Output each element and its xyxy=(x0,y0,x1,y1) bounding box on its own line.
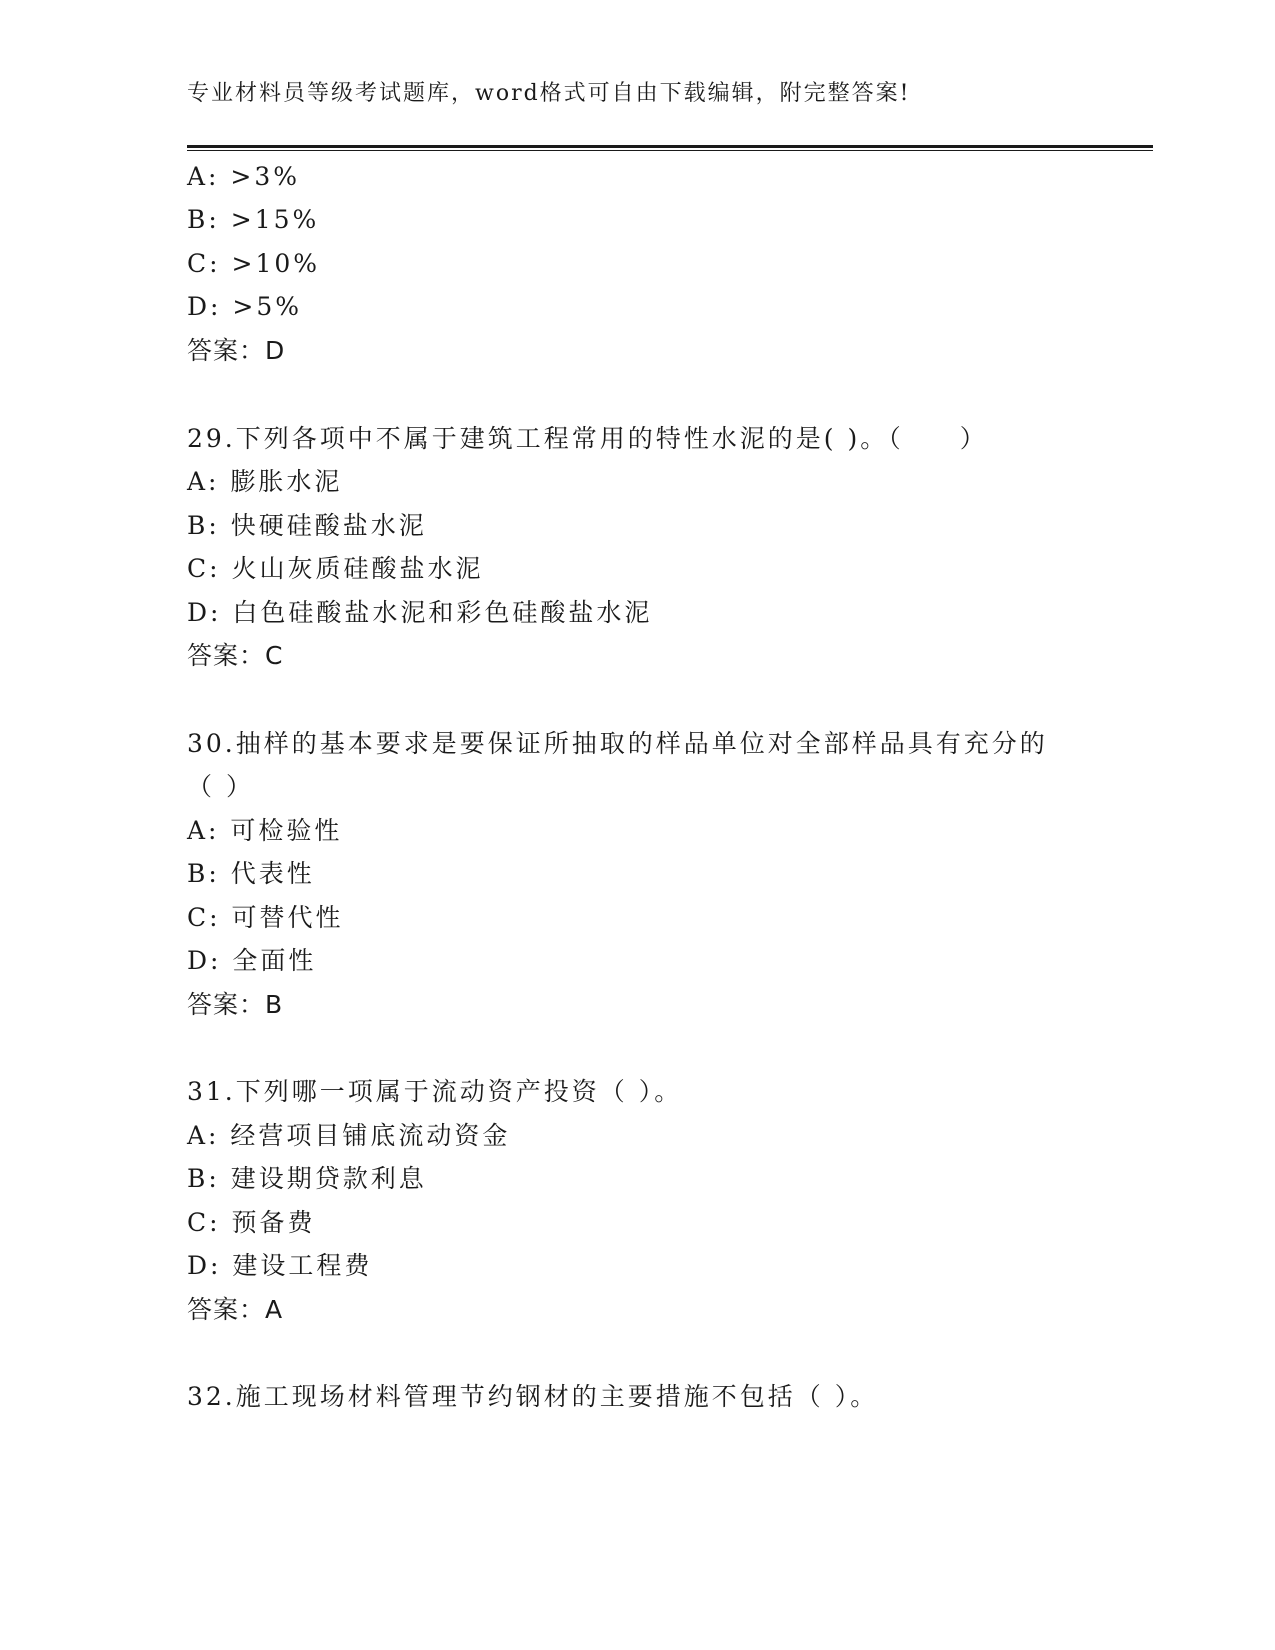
q30-stem-line2: （ ） xyxy=(187,772,254,801)
q31-option-d: D: 建设工程费 xyxy=(187,1251,373,1280)
q29-stem: 29.下列各项中不属于建筑工程常用的特性水泥的是( )。（ ） xyxy=(187,424,988,453)
q28-option-a: A: >3% xyxy=(187,162,301,191)
q28-option-b: B: >15% xyxy=(187,205,320,234)
q30-stem-line1: 30.抽样的基本要求是要保证所抽取的样品单位对全部样品具有充分的 xyxy=(187,729,1048,758)
header-divider-thin xyxy=(187,150,1153,151)
q30-option-a: A: 可检验性 xyxy=(187,816,343,845)
q29-answer: 答案：C xyxy=(187,641,284,670)
q30-answer: 答案：B xyxy=(187,990,284,1019)
document-header: 专业材料员等级考试题库，word格式可自由下载编辑，附完整答案! xyxy=(187,81,911,106)
q31-answer: 答案：A xyxy=(187,1295,284,1324)
q29-option-b: B: 快硬硅酸盐水泥 xyxy=(187,511,427,540)
q30-option-b: B: 代表性 xyxy=(187,859,315,888)
q28-answer: 答案：D xyxy=(187,336,286,365)
q28-option-d: D: >5% xyxy=(187,292,303,321)
q29-option-d: D: 白色硅酸盐水泥和彩色硅酸盐水泥 xyxy=(187,598,653,627)
q28-option-c: C: >10% xyxy=(187,249,321,278)
q30-option-d: D: 全面性 xyxy=(187,946,317,975)
q31-option-b: B: 建设期贷款利息 xyxy=(187,1164,427,1193)
q30-option-c: C: 可替代性 xyxy=(187,903,344,932)
q32-stem: 32.施工现场材料管理节约钢材的主要措施不包括（ ）。 xyxy=(187,1382,879,1411)
q31-stem: 31.下列哪一项属于流动资产投资（ ）。 xyxy=(187,1077,683,1106)
q29-option-a: A: 膨胀水泥 xyxy=(187,467,343,496)
header-divider-thick xyxy=(187,145,1153,148)
q31-option-a: A: 经营项目铺底流动资金 xyxy=(187,1121,511,1150)
q29-option-c: C: 火山灰质硅酸盐水泥 xyxy=(187,554,484,583)
q31-option-c: C: 预备费 xyxy=(187,1208,316,1237)
